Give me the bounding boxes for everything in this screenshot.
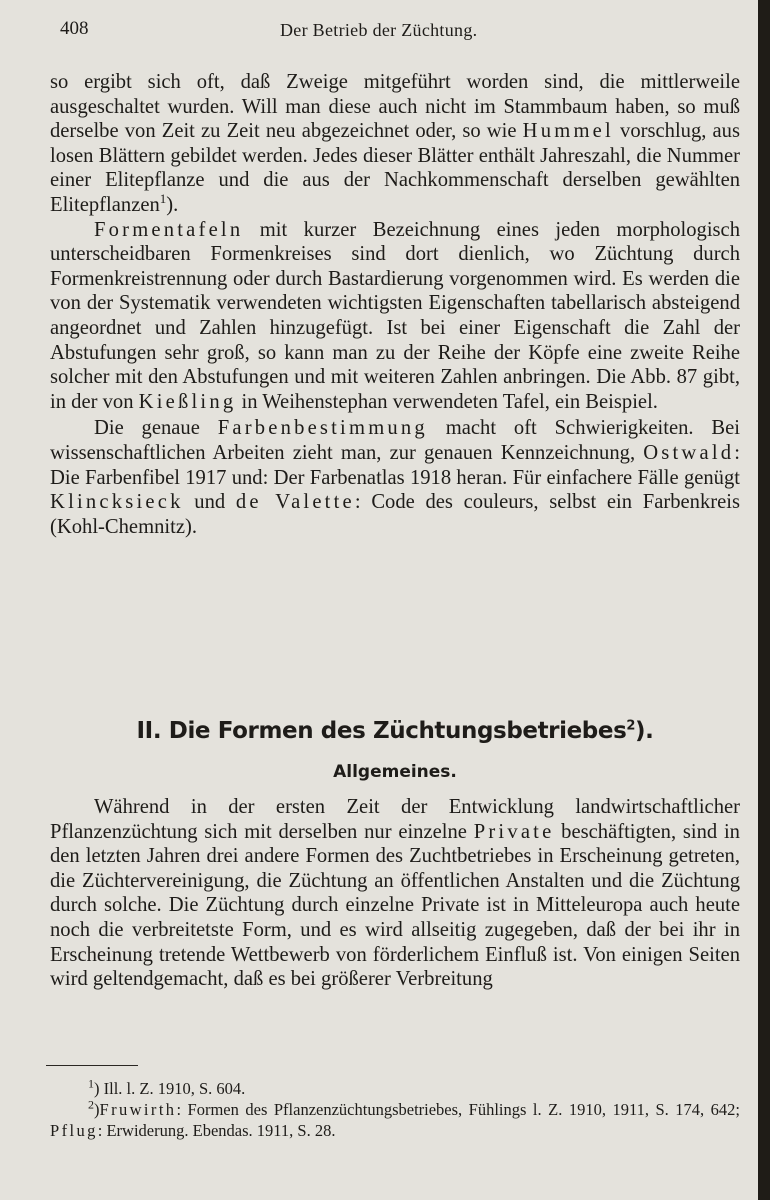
upper-body-text <box>50 70 740 539</box>
section-subheading: Allgemeines. <box>333 762 457 782</box>
text-run: Während in der ersten Zeit der Entwicklung landwirtschaftlicher Pflanzenzüchtung sich mit derselben nur einzelne <box>50 796 740 843</box>
text-run: ). <box>166 193 179 216</box>
author-name-fruwirth: Fruwirth <box>99 1100 177 1119</box>
footnote-2: $^2$)Fruwirth: Formen des Pflanzenzüchtungsbetriebes, Fühlings l. Z. 1910, 1911, S. 174, 642; Pflug: Erwiderung. Ebendas. 1911, S. 28. <box>50 1097 740 1140</box>
footnote-divider <box>46 1065 138 1066</box>
term-formentafeln: Formentafeln <box>94 218 244 241</box>
author-name-kiessling: Kießling <box>138 390 237 413</box>
author-name-ostwald: Ostwald <box>643 441 735 464</box>
paragraph-allgemeines <box>50 795 740 992</box>
paragraph-farbenbestimmung <box>50 416 740 539</box>
text-run: Die genaue <box>94 417 218 440</box>
author-name-klincksieck: Klincksieck <box>50 491 184 514</box>
text-run: mit kurzer Bezeichnung eines jeden morphologisch unterscheidbaren Formenkreises sind dort dienlich, wo Züchtung durch Formenkreistrennung oder durch Bastardierung vorgenommen wird. Es werden die von der Systematik verwendeten wichtigsten Eigenschaften tabellarisch absteigend angeordnet und Zahlen hinzugefügt. Ist bei einer Eigenschaft die Zahl der Abstufungen sehr groß, so kann man zu der Reihe der Köpfe eine zweite Reihe solcher mit den Abstufungen und mit weiteren Zahlen anbringen. Die Abb. 87 gibt, in der von <box>50 218 740 413</box>
lower-body-text <box>50 795 740 992</box>
text-run: macht oft Schwierigkeiten. Bei wissenschaftlichen Arbeiten zieht man, zur genauen Kennzeichnung, <box>50 417 740 464</box>
author-name-hummel: Hummel <box>522 120 614 143</box>
section-title-end: ). <box>635 718 654 744</box>
term-private: Private <box>473 820 555 843</box>
text-run: so ergibt sich oft, daß Zweige mitgeführt worden sind, die mittlerweile ausgeschaltet wurden. Will man diese auch nicht im Stammbaum haben, so muß derselbe von Zeit zu Zeit neu abgezeichnet oder, so wie <box>50 71 740 143</box>
author-name-de-valette: de Valette <box>235 491 355 514</box>
page-number: 408 <box>60 18 89 39</box>
term-farbenbestimmung: Farbenbestimmung <box>217 417 428 440</box>
footnote-ref: 2 <box>626 718 636 734</box>
footnote-text: ) Ill. l. Z. 1910, S. 604. <box>94 1079 246 1098</box>
footnotes <box>50 1078 740 1141</box>
footnote-1 <box>50 1078 740 1099</box>
author-name-pflug: Pflug <box>50 1121 98 1140</box>
text-run: : Code des couleurs, selbst ein Farbenkreis (Kohl-Chemnitz). <box>50 491 741 538</box>
footnote-mark: 2 <box>88 1097 94 1112</box>
paragraph-stammbaum <box>50 70 740 218</box>
footnote-text: : Erwiderung. Ebendas. 1911, S. 28. <box>97 1121 336 1140</box>
text-run: in Weihenstephan verwendeten Tafel, ein Beispiel. <box>236 390 658 413</box>
section-heading <box>50 718 740 744</box>
text-run: beschäftigten, sind in den letzten Jahren drei andere Formen des Zuchtbetriebes in Erscheinung getreten, die Züchtervereinigung, die Züchtung an öffentlichen Anstalten und die Züchtung durch solche. Die Züchtung durch einzelne Private ist in Mitteleuropa auch heute noch die verbreitetste Form, und es wird allseitig zugegeben, daß der bei ihr in Erscheinung tretende Wettbewerb von förderlichem Einfluß ist. Von einigen Seiten wird geltendgemacht, daß es bei größerer Verbreitung <box>50 820 740 991</box>
footnote-text: : Formen des Pflanzenzüchtungsbetriebes, Fühlings l. Z. 1910, 1911, S. 174, 642; <box>176 1100 740 1119</box>
text-run: vorschlug, aus losen Blättern gebildet werden. Jedes dieser Blätter enthält Jahreszahl, die Nummer einer Elitepflanze und die aus der Nachkommenschaft derselben gewählten Elitepflanzen <box>50 120 740 216</box>
running-head <box>60 18 728 44</box>
running-title: Der Betrieb der Züchtung. <box>280 20 478 40</box>
text-run: : Die Farbenfibel 1917 und: Der Farbenatlas 1918 heran. Für einfachere Fälle genügt <box>50 441 740 489</box>
footnote-ref: 1 <box>159 191 167 207</box>
section-title-text: II. Die Formen des Züchtungsbetriebes <box>136 718 627 744</box>
footnote-mark: 1 <box>88 1076 94 1091</box>
text-run: und <box>183 491 236 514</box>
paragraph-formentafeln <box>50 218 740 415</box>
